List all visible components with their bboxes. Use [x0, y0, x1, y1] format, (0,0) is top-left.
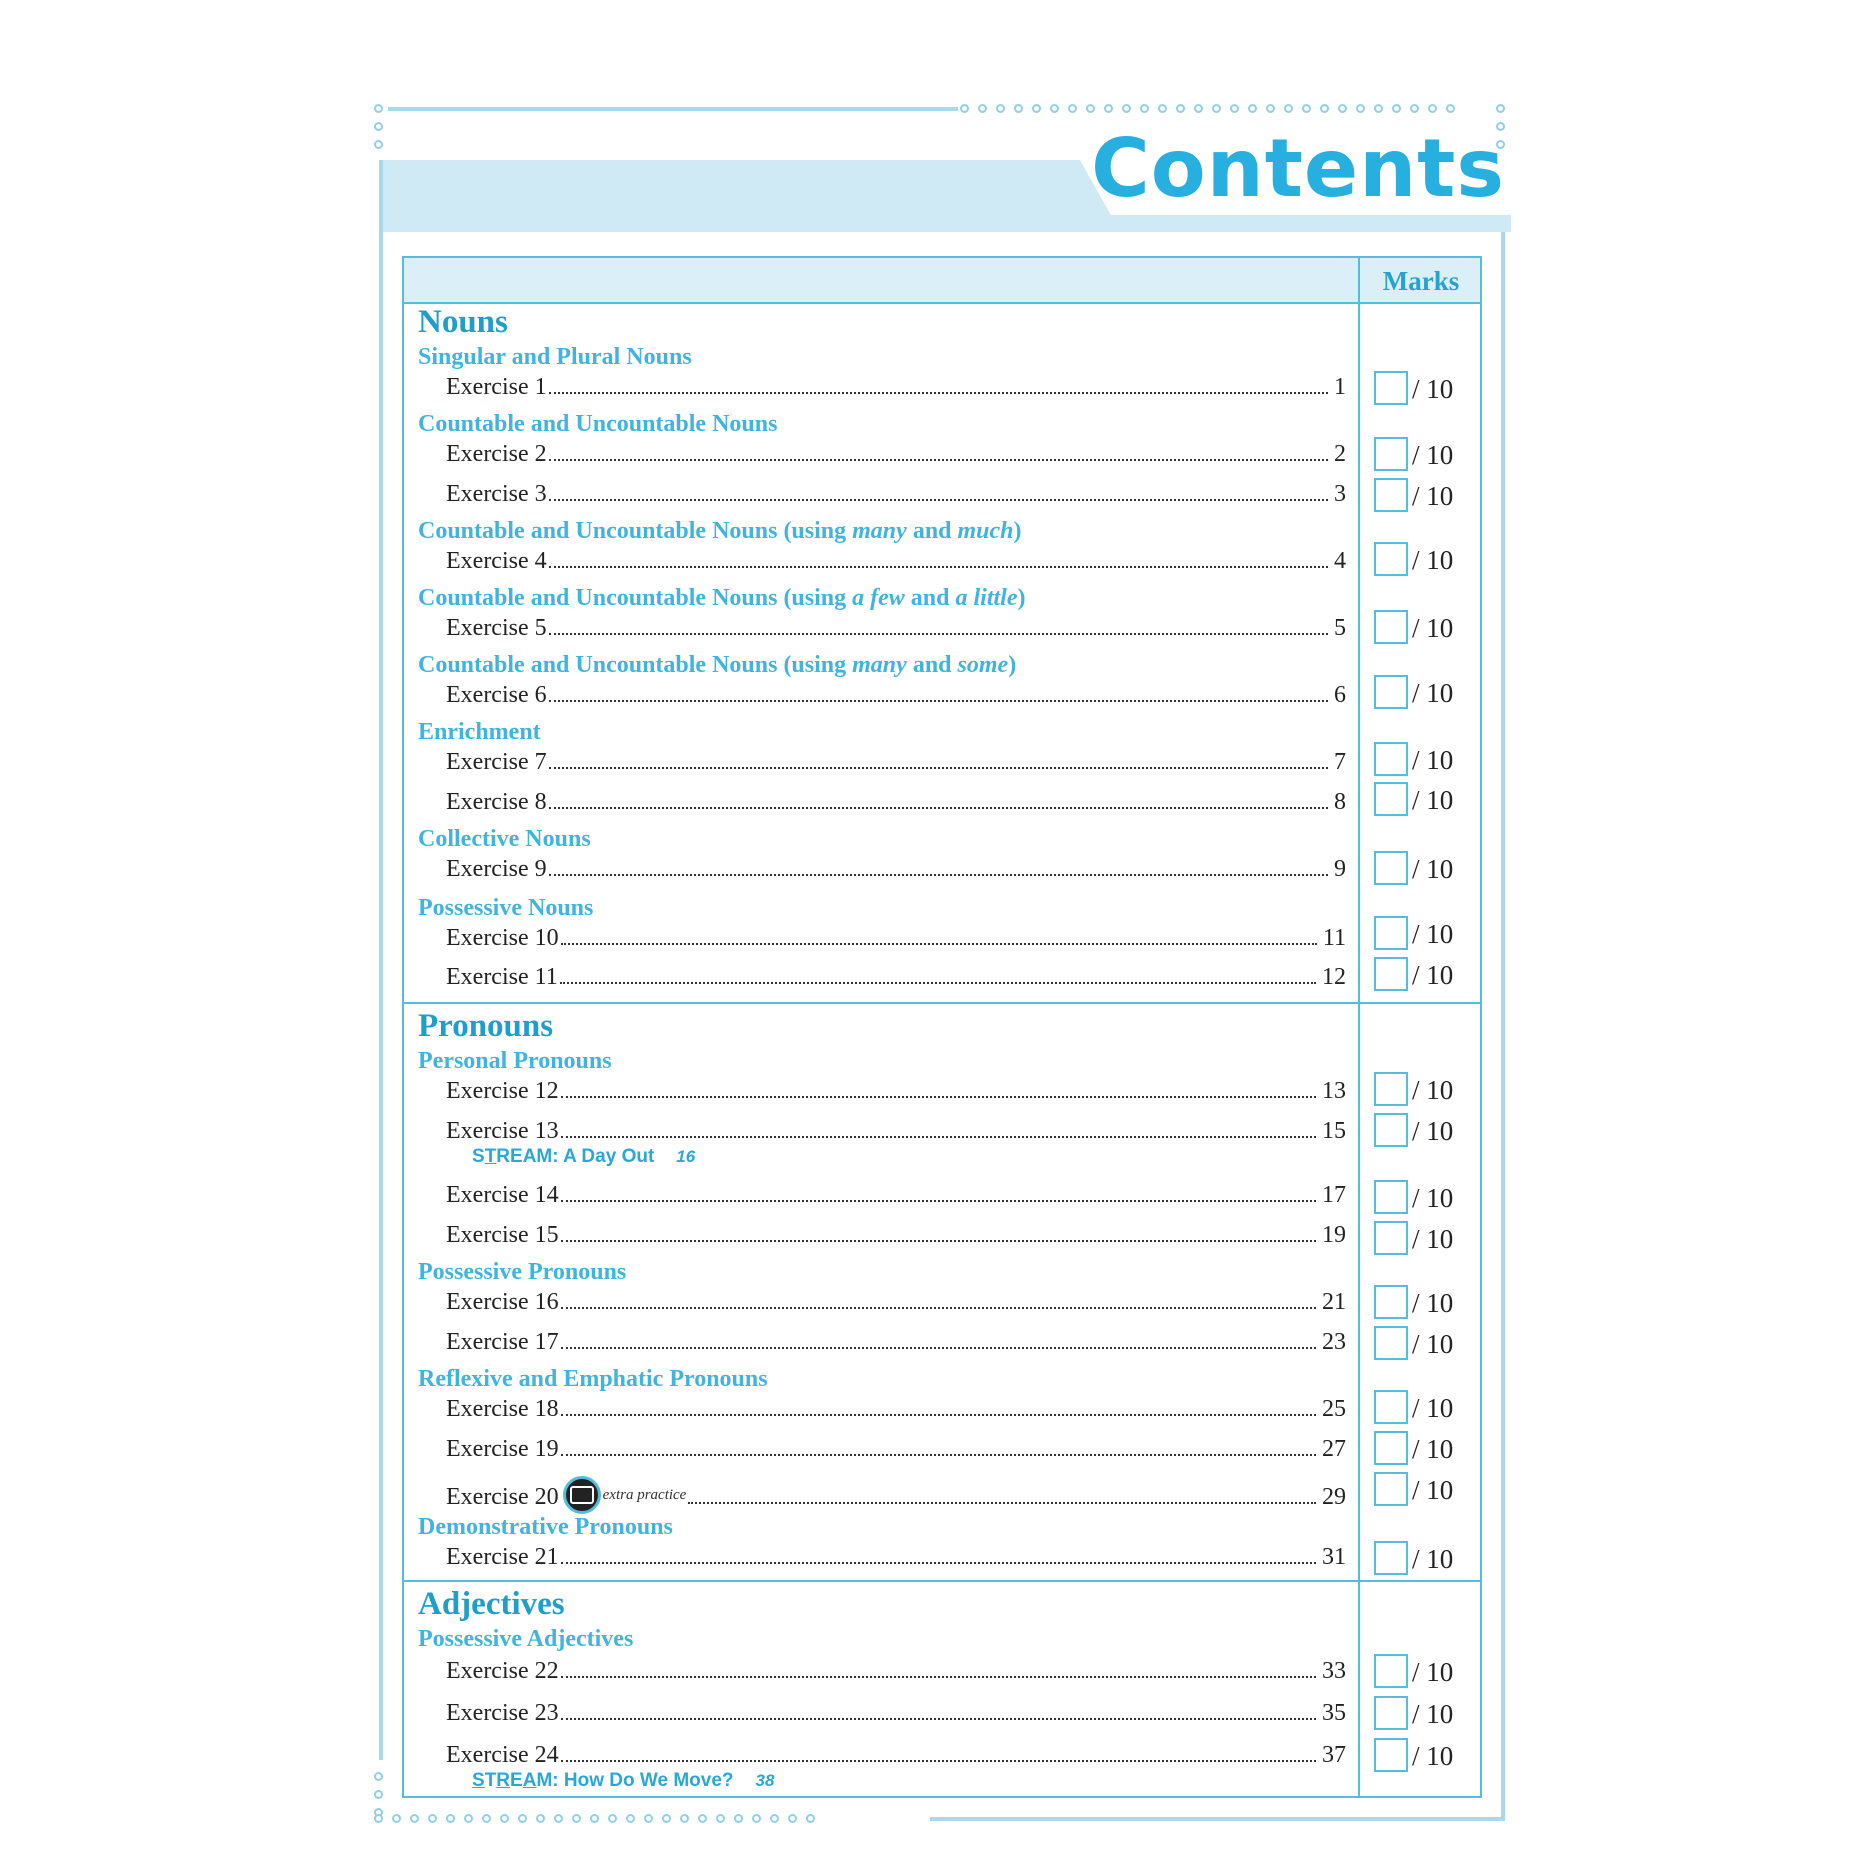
score-box[interactable] — [1374, 1180, 1474, 1214]
score-box[interactable] — [1374, 1113, 1474, 1147]
page-number: 37 — [1322, 1742, 1346, 1768]
score-total: / 10 — [1412, 545, 1454, 575]
score-input-box[interactable] — [1374, 1326, 1408, 1360]
dot-leader — [561, 1200, 1316, 1202]
exercise-row[interactable] — [446, 1742, 1346, 1769]
exercise-label: Exercise 16 — [446, 1289, 559, 1315]
score-total: / 10 — [1412, 1183, 1454, 1213]
subsection-title: Countable and Uncountable Nouns (using many and some) — [418, 652, 1017, 678]
exercise-row[interactable] — [446, 1078, 1346, 1105]
score-box[interactable] — [1374, 851, 1474, 885]
subsection-title: Possessive Pronouns — [418, 1259, 627, 1285]
dot-leader — [561, 1414, 1316, 1416]
score-total: / 10 — [1412, 854, 1454, 884]
page-number: 11 — [1322, 925, 1346, 951]
dot-leader — [561, 1718, 1316, 1720]
stream-activity[interactable]: STREAM: A Day Out 16 — [472, 1146, 696, 1167]
page-number: 5 — [1334, 615, 1346, 641]
exercise-label: Exercise 3 — [446, 481, 547, 507]
exercise-label: Exercise 2 — [446, 441, 547, 467]
exercise-row[interactable] — [446, 1658, 1346, 1685]
score-box[interactable] — [1374, 1541, 1474, 1575]
stream-page: 16 — [676, 1147, 696, 1166]
exercise-row[interactable] — [446, 1476, 1346, 1514]
exercise-row[interactable] — [446, 856, 1346, 883]
exercise-label: Exercise 24 — [446, 1742, 559, 1768]
exercise-label: Exercise 5 — [446, 615, 547, 641]
frame-top-line — [388, 107, 958, 111]
dot-leader — [549, 499, 1328, 501]
dot-leader — [549, 566, 1328, 568]
score-total: / 10 — [1412, 745, 1454, 775]
section-title-nouns: Nouns — [418, 304, 508, 340]
score-input-box[interactable] — [1374, 675, 1408, 709]
score-total: / 10 — [1412, 1741, 1454, 1771]
subsection-title: Reflexive and Emphatic Pronouns — [418, 1366, 768, 1392]
exercise-row[interactable] — [446, 1222, 1346, 1249]
exercise-row[interactable] — [446, 1182, 1346, 1209]
contents-table — [402, 256, 1482, 1798]
exercise-row[interactable] — [446, 749, 1346, 776]
score-input-box[interactable] — [1374, 1541, 1408, 1575]
score-total: / 10 — [1412, 481, 1454, 511]
score-total: / 10 — [1412, 1075, 1454, 1105]
dot-leader — [561, 1760, 1316, 1762]
score-box[interactable] — [1374, 1221, 1474, 1255]
dot-leader — [549, 874, 1328, 876]
score-box[interactable] — [1374, 1072, 1474, 1106]
exercise-label: Exercise 21 — [446, 1544, 559, 1570]
score-box[interactable] — [1374, 478, 1474, 512]
dot-leader — [549, 633, 1328, 635]
dot-leader — [561, 1240, 1316, 1242]
score-box[interactable] — [1374, 1390, 1474, 1424]
dot-leader — [549, 807, 1328, 809]
frame-bottom-dots — [374, 1814, 815, 1823]
score-total: / 10 — [1412, 678, 1454, 708]
score-input-box[interactable] — [1374, 1431, 1408, 1465]
page-number: 33 — [1322, 1658, 1346, 1684]
score-total: / 10 — [1412, 613, 1454, 643]
exercise-label: Exercise 13 — [446, 1118, 559, 1144]
score-input-box[interactable] — [1374, 478, 1408, 512]
subsection-title: Possessive Nouns — [418, 895, 594, 921]
dot-leader — [561, 943, 1317, 945]
exercise-label: Exercise 4 — [446, 548, 547, 574]
score-total: / 10 — [1412, 440, 1454, 470]
page-number: 29 — [1322, 1484, 1346, 1510]
dot-leader — [561, 1562, 1316, 1564]
dot-leader — [561, 1096, 1316, 1098]
page-number: 2 — [1334, 441, 1346, 467]
section-divider — [404, 1580, 1480, 1582]
score-total: / 10 — [1412, 1288, 1454, 1318]
exercise-label: Exercise 12 — [446, 1078, 559, 1104]
frame-top-left-dots — [374, 104, 383, 149]
score-input-box[interactable] — [1374, 1285, 1408, 1319]
score-input-box[interactable] — [1374, 1113, 1408, 1147]
exercise-row[interactable] — [446, 374, 1346, 401]
score-input-box[interactable] — [1374, 957, 1408, 991]
dot-leader — [561, 1136, 1316, 1138]
page-number: 15 — [1322, 1118, 1346, 1144]
page-number: 3 — [1334, 481, 1346, 507]
subsection-title: Countable and Uncountable Nouns (using many and much) — [418, 518, 1022, 544]
score-total: / 10 — [1412, 1434, 1454, 1464]
exercise-label: Exercise 17 — [446, 1329, 559, 1355]
score-input-box[interactable] — [1374, 742, 1408, 776]
score-input-box[interactable] — [1374, 542, 1408, 576]
score-input-box[interactable] — [1374, 1696, 1408, 1730]
score-total: / 10 — [1412, 374, 1454, 404]
exercise-label: Exercise 22 — [446, 1658, 559, 1684]
score-box[interactable] — [1374, 1285, 1474, 1319]
score-input-box[interactable] — [1374, 1180, 1408, 1214]
score-total: / 10 — [1412, 960, 1454, 990]
exercise-row[interactable] — [446, 1118, 1346, 1145]
page-number: 4 — [1334, 548, 1346, 574]
score-total: / 10 — [1412, 1544, 1454, 1574]
frame-bottom-line — [930, 1817, 1505, 1821]
calculator-icon — [563, 1476, 601, 1514]
exercise-label: Exercise 18 — [446, 1396, 559, 1422]
frame-top-dots — [960, 104, 1455, 113]
exercise-row[interactable] — [446, 964, 1346, 991]
page-number: 7 — [1334, 749, 1346, 775]
exercise-label: Exercise 23 — [446, 1700, 559, 1726]
score-box[interactable] — [1374, 371, 1474, 405]
dot-leader — [560, 982, 1316, 984]
score-box[interactable] — [1374, 782, 1474, 816]
page-number: 13 — [1322, 1078, 1346, 1104]
exercise-label: Exercise 10 — [446, 925, 559, 951]
exercise-label: Exercise 8 — [446, 789, 547, 815]
score-total: / 10 — [1412, 1224, 1454, 1254]
frame-left-line — [379, 160, 383, 1760]
subsection-title: Singular and Plural Nouns — [418, 344, 692, 370]
score-box[interactable] — [1374, 742, 1474, 776]
page-number: 6 — [1334, 682, 1346, 708]
score-total: / 10 — [1412, 1329, 1454, 1359]
score-box[interactable] — [1374, 916, 1474, 950]
dot-leader — [549, 392, 1328, 394]
score-total: / 10 — [1412, 1475, 1454, 1505]
page-number: 25 — [1322, 1396, 1346, 1422]
page-number: 1 — [1334, 374, 1346, 400]
dot-leader — [549, 767, 1328, 769]
score-total: / 10 — [1412, 1116, 1454, 1146]
score-input-box[interactable] — [1374, 371, 1408, 405]
page-number: 9 — [1334, 856, 1346, 882]
section-title-adjectives: Adjectives — [418, 1586, 565, 1622]
page-number: 27 — [1322, 1436, 1346, 1462]
section-divider — [404, 1002, 1480, 1004]
exercise-row[interactable] — [446, 615, 1346, 642]
page-number: 19 — [1322, 1222, 1346, 1248]
exercise-label: Exercise 15 — [446, 1222, 559, 1248]
stream-activity[interactable]: STREAM: How Do We Move? 38 — [472, 1770, 775, 1791]
exercise-row[interactable] — [446, 1289, 1346, 1316]
exercise-label: Exercise 20 — [446, 1484, 559, 1510]
score-input-box[interactable] — [1374, 610, 1408, 644]
stream-page: 38 — [755, 1771, 775, 1790]
exercise-row[interactable] — [446, 1396, 1346, 1423]
dot-leader — [549, 700, 1328, 702]
score-input-box[interactable] — [1374, 916, 1408, 950]
subsection-title: Countable and Uncountable Nouns (using a few and a little) — [418, 585, 1026, 611]
page-number: 21 — [1322, 1289, 1346, 1315]
score-box[interactable] — [1374, 610, 1474, 644]
score-box[interactable] — [1374, 1738, 1474, 1772]
exercise-row[interactable] — [446, 548, 1346, 575]
page-number: 31 — [1322, 1544, 1346, 1570]
page-number: 35 — [1322, 1700, 1346, 1726]
page-number: 17 — [1322, 1182, 1346, 1208]
extra-practice-tag: extra practice — [559, 1476, 687, 1514]
score-total: / 10 — [1412, 1699, 1454, 1729]
exercise-label: Exercise 7 — [446, 749, 547, 775]
score-input-box[interactable] — [1374, 1072, 1408, 1106]
frame-bottom-left-dots — [374, 1772, 383, 1817]
exercise-row[interactable] — [446, 1700, 1346, 1727]
dot-leader — [688, 1502, 1316, 1504]
table-header-bar — [404, 258, 1480, 304]
page-number: 8 — [1334, 789, 1346, 815]
page-title: Contents — [1091, 122, 1505, 215]
exercise-row[interactable] — [446, 441, 1346, 468]
score-box[interactable] — [1374, 675, 1474, 709]
exercise-label: Exercise 9 — [446, 856, 547, 882]
subsection-title: Collective Nouns — [418, 826, 591, 852]
score-box[interactable] — [1374, 957, 1474, 991]
score-box[interactable] — [1374, 542, 1474, 576]
exercise-row[interactable] — [446, 481, 1346, 508]
score-input-box[interactable] — [1374, 1654, 1408, 1688]
score-input-box[interactable] — [1374, 1472, 1408, 1506]
exercise-row[interactable] — [446, 925, 1346, 952]
exercise-label: Exercise 6 — [446, 682, 547, 708]
score-input-box[interactable] — [1374, 1390, 1408, 1424]
exercise-row[interactable] — [446, 682, 1346, 709]
subsection-title: Personal Pronouns — [418, 1048, 612, 1074]
score-box[interactable] — [1374, 1654, 1474, 1688]
score-input-box[interactable] — [1374, 1221, 1408, 1255]
subsection-title: Demonstrative Pronouns — [418, 1514, 673, 1540]
dot-leader — [561, 1676, 1316, 1678]
subsection-title: Enrichment — [418, 719, 541, 745]
subsection-title: Possessive Adjectives — [418, 1626, 634, 1652]
score-input-box[interactable] — [1374, 1738, 1408, 1772]
subsection-title: Countable and Uncountable Nouns — [418, 411, 778, 437]
exercise-row[interactable] — [446, 789, 1346, 816]
exercise-row[interactable] — [446, 1329, 1346, 1356]
dot-leader — [561, 1454, 1316, 1456]
exercise-label: Exercise 19 — [446, 1436, 559, 1462]
score-input-box[interactable] — [1374, 782, 1408, 816]
score-total: / 10 — [1412, 1657, 1454, 1687]
dot-leader — [549, 459, 1328, 461]
score-box[interactable] — [1374, 1326, 1474, 1360]
score-box[interactable] — [1374, 1696, 1474, 1730]
exercise-row[interactable] — [446, 1436, 1346, 1463]
exercise-row[interactable] — [446, 1544, 1346, 1571]
exercise-label: Exercise 1 — [446, 374, 547, 400]
marks-header: Marks — [1382, 265, 1460, 296]
page-number: 12 — [1322, 964, 1346, 990]
exercise-label: Exercise 14 — [446, 1182, 559, 1208]
dot-leader — [561, 1347, 1316, 1349]
score-box[interactable] — [1374, 1431, 1474, 1465]
score-total: / 10 — [1412, 919, 1454, 949]
section-title-pronouns: Pronouns — [418, 1008, 554, 1044]
score-total: / 10 — [1412, 1393, 1454, 1423]
page-number: 23 — [1322, 1329, 1346, 1355]
score-input-box[interactable] — [1374, 437, 1408, 471]
dot-leader — [561, 1307, 1316, 1309]
score-total: / 10 — [1412, 785, 1454, 815]
frame-right-line — [1501, 160, 1505, 1820]
score-box[interactable] — [1374, 1472, 1474, 1506]
exercise-label: Exercise 11 — [446, 964, 558, 990]
score-box[interactable] — [1374, 437, 1474, 471]
score-input-box[interactable] — [1374, 851, 1408, 885]
